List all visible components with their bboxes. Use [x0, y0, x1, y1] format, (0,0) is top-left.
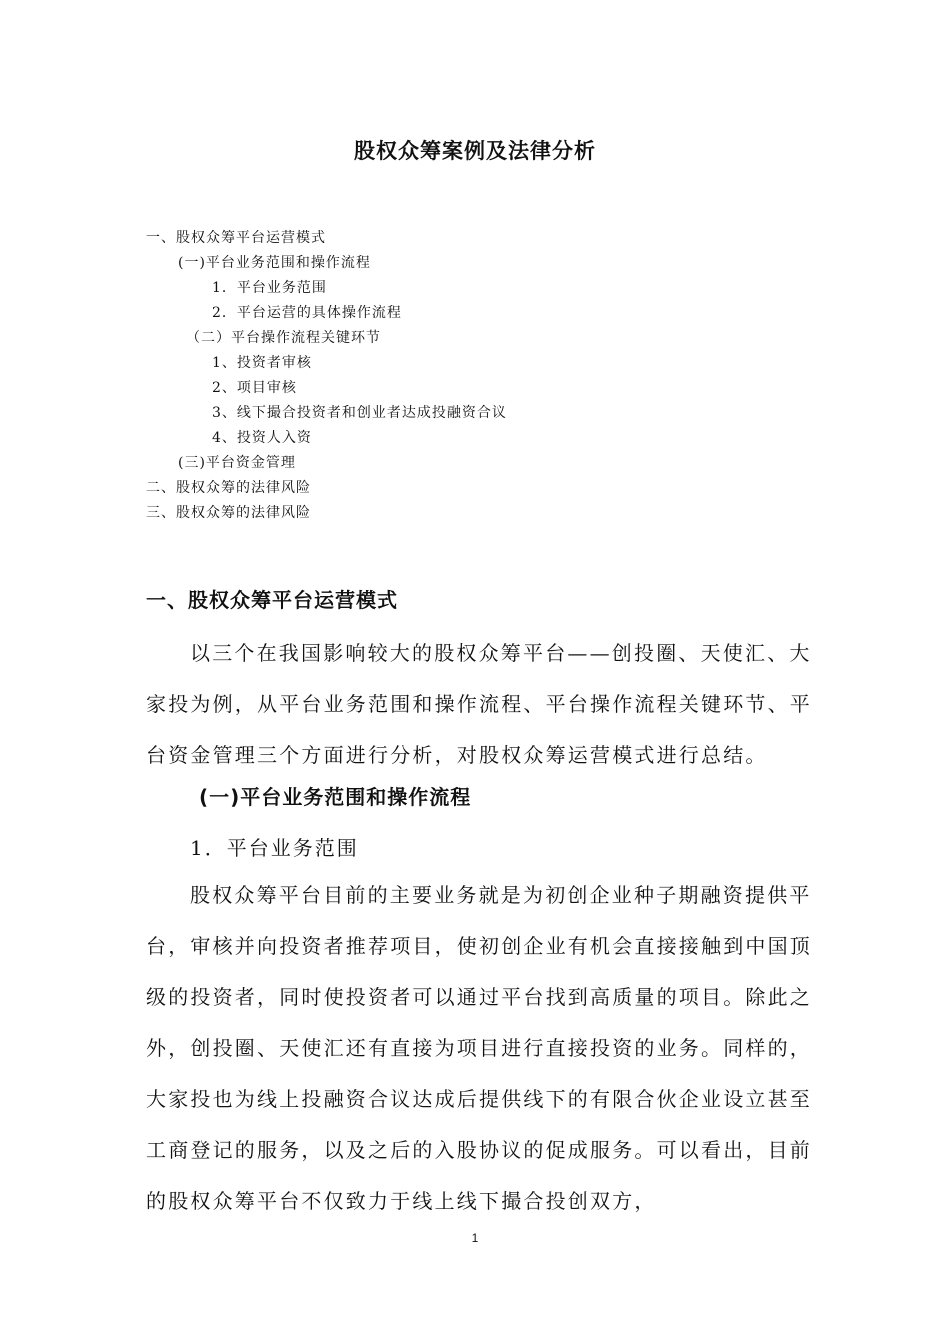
toc-item[interactable]: (一)平台业务范围和操作流程	[178, 255, 371, 271]
subsection-heading: (一)平台业务范围和操作流程	[199, 785, 472, 809]
toc-item[interactable]: 1．平台业务范围	[212, 280, 327, 296]
intro-paragraph: 以三个在我国影响较大的股权众筹平台——创投圈、天使汇、大家投为例，从平台业务范围和操作流程、平台操作流程关键环节、平台资金管理三个方面进行分析，对股权众筹运营模式进行总结。	[146, 641, 812, 767]
table-of-contents	[146, 226, 846, 526]
toc-item[interactable]: 二、股权众筹的法律风险	[146, 480, 311, 496]
toc-item[interactable]: 2、项目审核	[212, 380, 297, 396]
section-heading: 一、股权众筹平台运营模式	[146, 588, 398, 612]
page-number: 1	[471, 1231, 479, 1245]
body-paragraph: 股权众筹平台目前的主要业务就是为初创企业种子期融资提供平台，审核并向投资者推荐项目，使初创企业有机会直接接触到中国顶级的投资者，同时使投资者可以通过平台找到高质量的项目。除此之外，创投圈、天使汇还有直接为项目进行直接投资的业务。同样的，大家投也为线上投融资合议达成后提供线下的有限合伙企业设立甚至工商登记的服务，以及之后的入股协议的促成服务。可以看出，目前的股权众筹平台不仅致力于线上线下撮合投创双方，	[146, 883, 812, 1213]
toc-item[interactable]: 3、线下撮合投资者和创业者达成投融资合议	[212, 405, 507, 421]
toc-item[interactable]: 4、投资人入资	[212, 430, 312, 446]
toc-item[interactable]: 2．平台运营的具体操作流程	[212, 305, 402, 321]
toc-item[interactable]: (三)平台资金管理	[178, 455, 296, 471]
item-heading: 1．平台业务范围	[190, 836, 359, 860]
toc-item[interactable]: 三、股权众筹的法律风险	[146, 505, 311, 521]
toc-item[interactable]: 1、投资者审核	[212, 355, 312, 371]
document-title: 股权众筹案例及法律分析	[354, 139, 596, 163]
toc-item[interactable]: （二）平台操作流程关键环节	[186, 330, 381, 346]
toc-item[interactable]: 一、股权众筹平台运营模式	[146, 230, 326, 246]
